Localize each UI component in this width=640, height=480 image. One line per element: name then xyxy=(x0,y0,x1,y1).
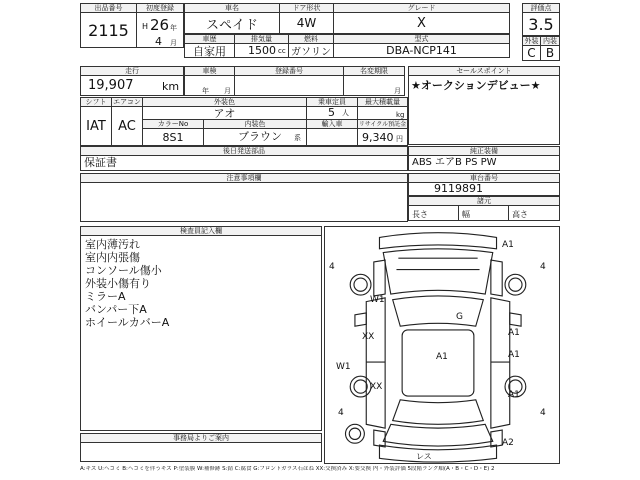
damage-mark: A1 xyxy=(502,240,514,250)
displacement-header: 排気量 xyxy=(234,34,289,44)
model-name-header: 車名 xyxy=(184,3,280,13)
aftermarket-header: 後日発送部品 xyxy=(80,146,408,156)
first-reg-year-unit: 年 xyxy=(170,24,177,32)
color-no-value: 8S1 xyxy=(142,128,204,146)
model-code-header: 型式 xyxy=(333,34,510,44)
dimensions-width: 幅 xyxy=(462,210,470,219)
inspector-line: コンソール傷小 xyxy=(85,264,162,277)
category-header: 車歴 xyxy=(184,34,235,44)
grade-value: X xyxy=(333,12,510,34)
recycle-value: 9,340 xyxy=(362,131,394,144)
damage-mark: A1 xyxy=(508,350,520,360)
damage-mark: W1 xyxy=(370,295,385,305)
notes-box xyxy=(80,182,408,222)
first-reg-era: H xyxy=(142,22,149,31)
dimensions-length: 長さ xyxy=(412,210,428,219)
displacement-value: 1500 xyxy=(248,44,276,57)
damage-mark: XX xyxy=(370,382,383,392)
aircon-header: エアコン xyxy=(111,97,143,107)
mileage-header: 走行 xyxy=(80,66,184,76)
door-shape-value: 4W xyxy=(279,12,334,34)
dimensions-height: 高さ xyxy=(512,210,528,219)
inspection-year-unit: 年 xyxy=(202,87,209,95)
first-reg-header: 初度登録 xyxy=(136,3,184,13)
reg-no-header: 登録番号 xyxy=(234,66,344,76)
office-header: 事務局よりご案内 xyxy=(80,433,322,443)
int-color-value: ブラウン xyxy=(238,130,282,143)
interior-grade-header: 内装 xyxy=(540,36,560,46)
reg-no-box xyxy=(234,75,344,96)
genuine-equipment-value: ABS エアB PS PW xyxy=(412,157,497,168)
inspector-line: バンパー下A xyxy=(85,303,147,316)
max-load-header: 最大積載量 xyxy=(357,97,408,107)
first-reg-month: 4 xyxy=(155,35,162,48)
genuine-equipment-header: 純正装備 xyxy=(408,146,560,156)
inspector-line: ミラーA xyxy=(85,290,126,303)
vin-box xyxy=(408,182,560,196)
damage-mark: XX xyxy=(362,332,375,342)
damage-mark: 4 xyxy=(540,262,546,272)
office-box xyxy=(80,442,322,462)
damage-mark: 4 xyxy=(329,262,335,272)
int-color-header: 内装色 xyxy=(203,119,307,129)
inspector-header: 検査員記入欄 xyxy=(80,226,322,236)
capacity-value: 5 xyxy=(328,106,335,119)
damage-mark: 4 xyxy=(540,408,546,418)
aircon-value: AC xyxy=(111,106,143,146)
notes-header: 注意事項欄 xyxy=(80,173,408,183)
int-color-suffix: 系 xyxy=(294,134,301,142)
sales-point-value: ★オークションデビュー★ xyxy=(411,79,541,92)
mileage-value: 19,907 xyxy=(88,78,134,93)
fuel-header: 燃料 xyxy=(288,34,334,44)
recycle-header: リサイクル預託金 xyxy=(358,121,407,128)
inspector-line: ホイールカバーA xyxy=(85,316,170,329)
door-shape-header: ドア形状 xyxy=(279,3,334,13)
inspector-line: 室内内張傷 xyxy=(85,251,140,264)
inspection-header: 車検 xyxy=(184,66,235,76)
shift-value: IAT xyxy=(80,106,112,146)
shift-header: シフト xyxy=(80,97,112,107)
first-reg-month-unit: 月 xyxy=(170,39,177,47)
damage-mark: A2 xyxy=(502,438,514,448)
damage-mark: A1 xyxy=(508,328,520,338)
import-box xyxy=(306,128,358,146)
mileage-unit: km xyxy=(162,80,180,93)
name-change-header: 名変期限 xyxy=(343,66,405,76)
displacement-unit: cc xyxy=(278,47,286,55)
sales-point-header: セールスポイント xyxy=(408,66,560,76)
dimensions-box xyxy=(408,205,560,221)
fuel-value: ガソリン xyxy=(288,43,334,58)
inspector-line: 室内薄汚れ xyxy=(85,238,140,251)
damage-mark: 4 xyxy=(338,408,344,418)
score-value: 3.5 xyxy=(522,12,560,36)
ext-color-header: 外装色 xyxy=(142,97,307,107)
name-change-month-unit: 月 xyxy=(394,87,401,95)
car-diagram xyxy=(336,228,540,464)
color-no-header: カラーNo xyxy=(142,119,204,129)
exterior-grade-header: 外装 xyxy=(522,36,541,46)
inspection-month-unit: 月 xyxy=(224,87,231,95)
aftermarket-box xyxy=(80,155,408,171)
lot-no-header: 出品番号 xyxy=(80,3,137,13)
exterior-grade-value: C xyxy=(522,45,541,61)
model-name-value: スペイド xyxy=(184,12,280,34)
grade-header: グレード xyxy=(333,3,510,13)
max-load-unit: kg xyxy=(396,111,405,119)
damage-mark: A1 xyxy=(436,352,448,362)
vin-header: 車台番号 xyxy=(408,173,560,183)
lot-no-value: 2115 xyxy=(80,12,137,48)
score-header: 評価点 xyxy=(522,3,560,13)
capacity-unit: 人 xyxy=(342,109,349,117)
import-header: 輸入車 xyxy=(306,119,358,129)
damage-mark: A1 xyxy=(508,390,520,400)
aftermarket-value: 保証書 xyxy=(84,156,117,169)
capacity-header: 乗車定員 xyxy=(306,97,358,107)
damage-mark: G xyxy=(456,312,463,322)
damage-mark: W1 xyxy=(336,362,351,372)
dimensions-header: 諸元 xyxy=(408,196,560,206)
damage-legend: A:キズ U:ヘコミ B:ヘコミを伴うキズ P:塗装膜 W:補修跡 S:錆 C:腐食 G:フロントガラス石はね XX:交換済み X:要交換 内・外装評価 5段階ランク順(A・B・C・D・E) 2 xyxy=(80,466,495,472)
damage-mark: レス xyxy=(416,452,432,461)
category-value: 自家用 xyxy=(184,43,235,58)
first-reg-year: 26 xyxy=(150,16,170,34)
recycle-unit: 円 xyxy=(396,135,403,143)
interior-grade-value: B xyxy=(540,45,560,61)
inspector-lines xyxy=(85,238,169,329)
model-code-value: DBA-NCP141 xyxy=(333,43,510,58)
ext-color-value: アオ xyxy=(142,106,307,120)
vin-value: 9119891 xyxy=(434,182,483,195)
inspector-line: 外装小傷有り xyxy=(85,277,151,290)
